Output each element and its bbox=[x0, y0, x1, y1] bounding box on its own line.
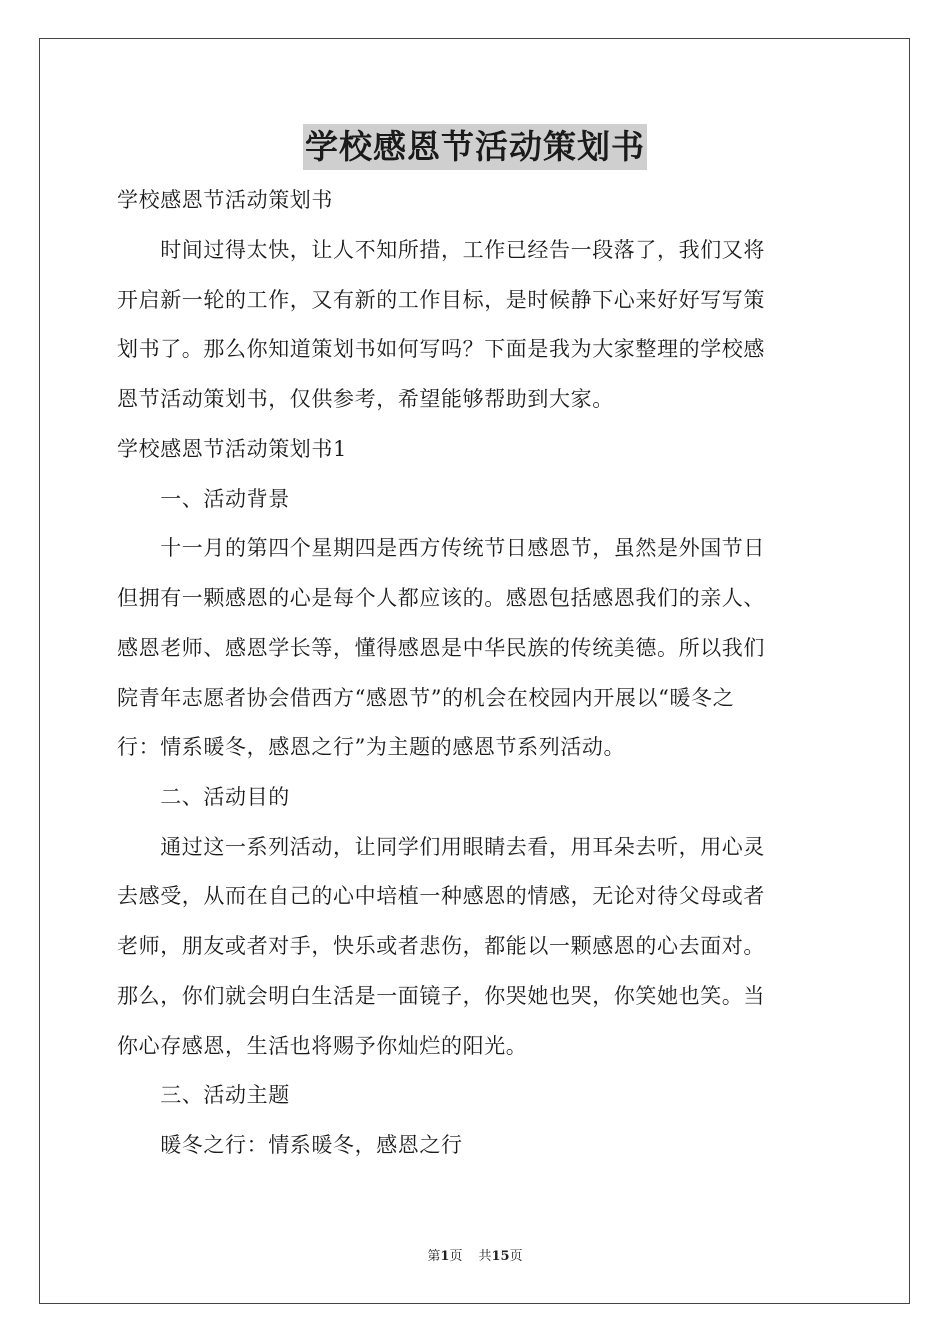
paragraph-line: 你心存感恩，生活也将赐予你灿烂的阳光。 bbox=[117, 1034, 528, 1058]
paragraph-line: 通过这一系列活动，让同学们用眼睛去看，用耳朵去听，用心灵 bbox=[117, 835, 765, 859]
paragraph-line: 开启新一轮的工作，又有新的工作目标，是时候静下心来好好写写策 bbox=[117, 288, 765, 312]
title-block bbox=[0, 124, 950, 170]
paragraph-line: 划书了。那么你知道策划书如何写吗？下面是我为大家整理的学校感 bbox=[117, 337, 765, 361]
total-suffix: 页 bbox=[509, 1249, 523, 1264]
paragraph-line: 时间过得太快，让人不知所措，工作已经告一段落了，我们又将 bbox=[117, 238, 765, 262]
paragraph-line: 十一月的第四个星期四是西方传统节日感恩节，虽然是外国节日 bbox=[117, 536, 765, 560]
page-number: 1 bbox=[440, 1249, 450, 1264]
subheading-purpose: 二、活动目的 bbox=[117, 785, 290, 809]
page-prefix: 第 bbox=[427, 1249, 441, 1264]
subheading-background: 一、活动背景 bbox=[117, 487, 290, 511]
doc-subtitle: 学校感恩节活动策划书 bbox=[117, 188, 333, 212]
page-suffix: 页 bbox=[449, 1249, 463, 1264]
total-prefix: 共 bbox=[478, 1249, 492, 1264]
page-footer bbox=[0, 1248, 950, 1266]
paragraph-line: 院青年志愿者协会借西方“感恩节”的机会在校园内开展以“暖冬之 bbox=[117, 686, 735, 710]
paragraph-line: 恩节活动策划书，仅供参考，希望能够帮助到大家。 bbox=[117, 387, 614, 411]
paragraph-line: 行：情系暖冬，感恩之行”为主题的感恩节系列活动。 bbox=[117, 735, 626, 759]
page-border bbox=[39, 38, 910, 1304]
subheading-theme: 三、活动主题 bbox=[117, 1083, 290, 1107]
section-heading: 学校感恩节活动策划书1 bbox=[117, 437, 347, 461]
document-title: 学校感恩节活动策划书 bbox=[303, 124, 647, 170]
paragraph-line: 去感受，从而在自己的心中培植一种感恩的情感，无论对待父母或者 bbox=[117, 884, 765, 908]
paragraph-line: 但拥有一颗感恩的心是每个人都应该的。感恩包括感恩我们的亲人、 bbox=[117, 586, 765, 610]
total-pages: 15 bbox=[491, 1249, 510, 1264]
paragraph-line: 感恩老师、感恩学长等，懂得感恩是中华民族的传统美德。所以我们 bbox=[117, 636, 765, 660]
paragraph-line: 那么，你们就会明白生活是一面镜子，你哭她也哭，你笑她也笑。当 bbox=[117, 984, 765, 1008]
paragraph-line: 老师，朋友或者对手，快乐或者悲伤，都能以一颗感恩的心去面对。 bbox=[117, 934, 765, 958]
paragraph-line: 暖冬之行：情系暖冬，感恩之行 bbox=[117, 1133, 463, 1157]
